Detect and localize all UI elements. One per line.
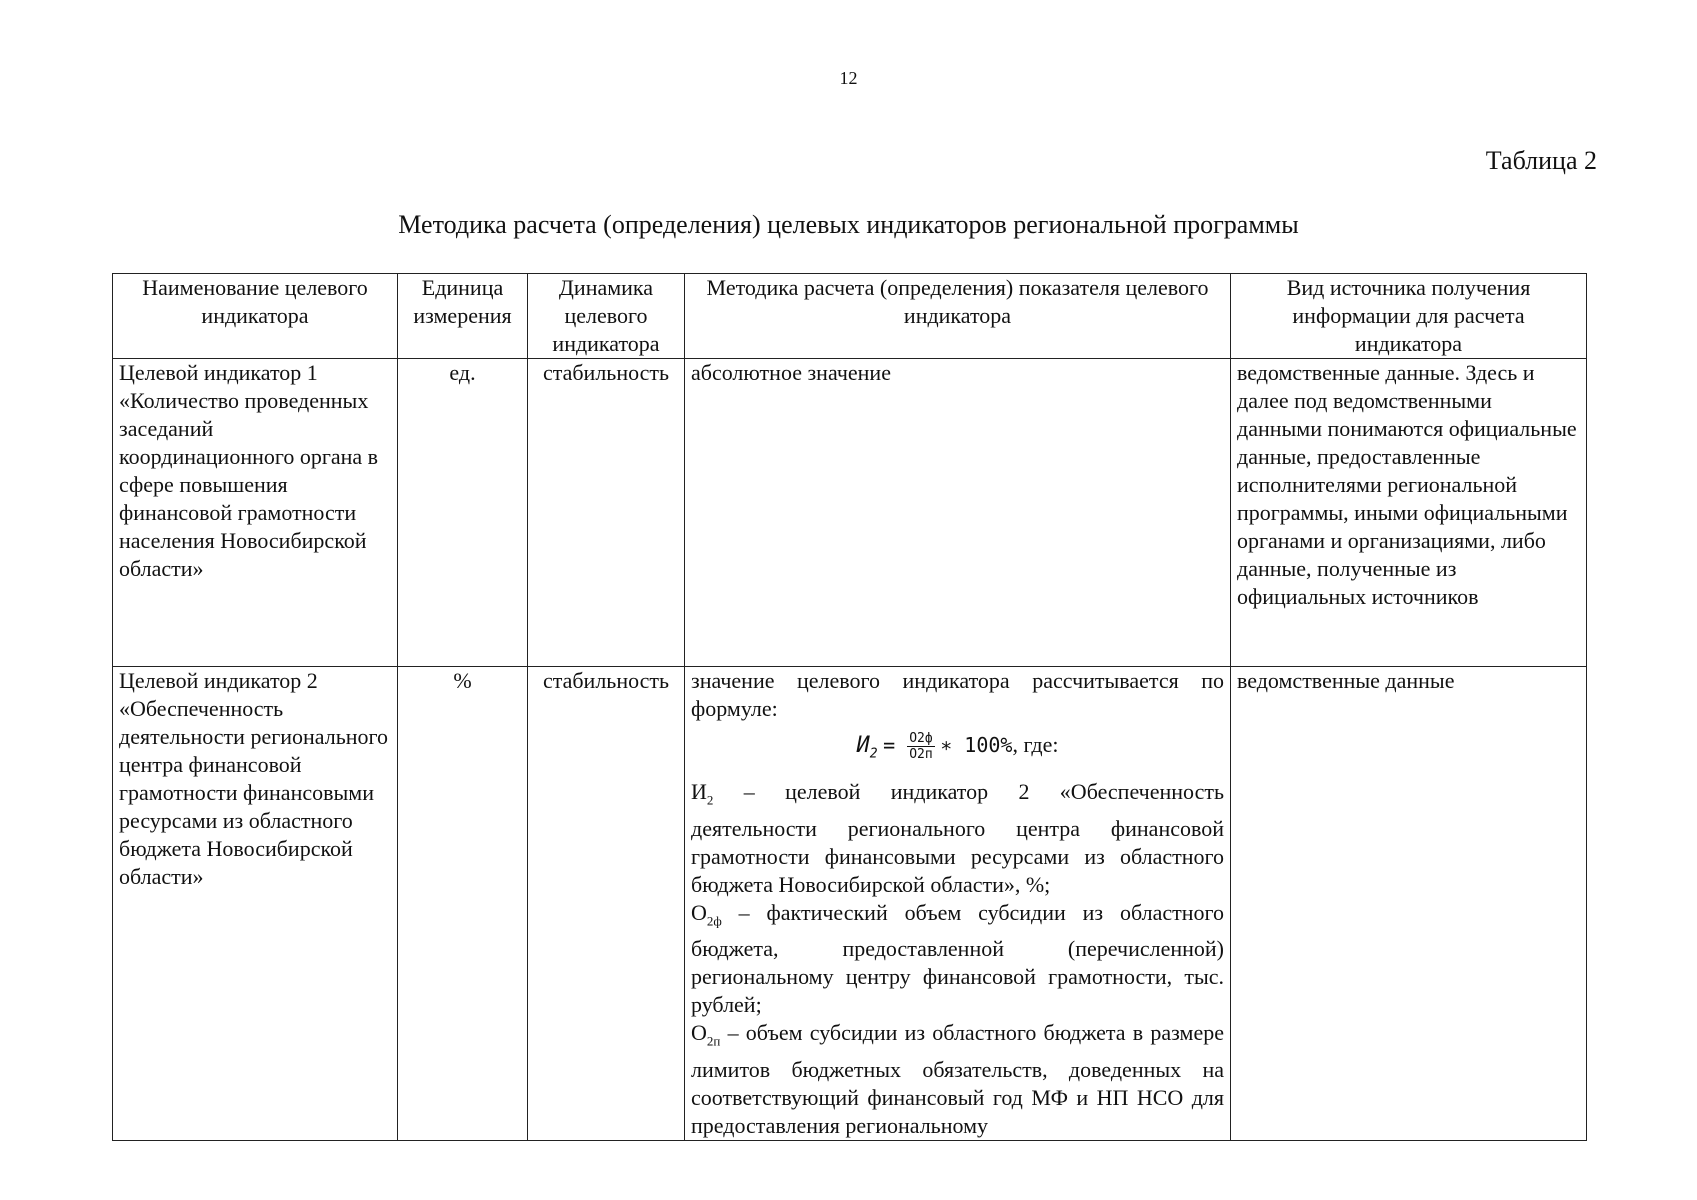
page-number: 12 [839, 68, 858, 88]
indicator-name-cell: Целевой индикатор 1 «Количество проведенных заседаний координационного органа в сфере повышения финансовой грамотности населения Новосибирской области» [113, 359, 398, 667]
formula-numerator: О2ф [909, 731, 933, 747]
table-row [113, 667, 1587, 1141]
definition-item: $И_2$ – целевой индикатор 2 «Обеспеченность деятельности регионального центра финансовой грамотности финансовыми ресурсами из областного бюджета Новосибирской области», %; [691, 779, 1224, 897]
document-title: Методика расчета (определения) целевых индикаторов региональной программы [398, 210, 1299, 239]
header-indicator-name: Наименование целевого индикатора [113, 274, 398, 359]
source-cell: ведомственные данные. Здесь и далее под ведомственными данными понимаются официальные данные, предоставленные исполнителями региональной программы, иными официальными органами и организациями, либо данные, полученные из официальных источников [1231, 359, 1587, 667]
definition-item: $О_{2ф}$ – фактический объем субсидии из областного бюджета, предоставленной (перечисленной) региональному центру финансовой грамотности, тыс. рублей; [691, 899, 1224, 1018]
indicators-table [112, 273, 1587, 1141]
table-row [113, 359, 1587, 667]
unit-cell: % [398, 667, 528, 1141]
dynamics-cell: стабильность [528, 667, 685, 1141]
dynamics-cell: стабильность [528, 359, 685, 667]
header-method: Методика расчета (определения) показателя целевого индикатора [685, 274, 1231, 359]
unit-cell: ед. [398, 359, 528, 667]
header-unit: Единица измерения [398, 274, 528, 359]
definition-item: $О_{2п}$ – объем субсидии из областного бюджета в размере лимитов бюджетных обязательств, доведенных на соответствующий финансовый год МФ и НП НСО для предоставления региональному [691, 1020, 1224, 1138]
formula-lhs: $И_2$ [856, 733, 878, 762]
table-header-row [113, 274, 1587, 359]
indicator-name-cell: Целевой индикатор 2 «Обеспеченность деятельности регионального центра финансовой грамотности финансовыми ресурсами из областного бюджета Новосибирской области» [113, 667, 398, 1141]
formula-rhs: ∗ 100% [940, 733, 1013, 757]
formula-denominator: О2п [909, 747, 933, 763]
header-source: Вид источника получения информации для расчета индикатора [1231, 274, 1587, 359]
source-cell: ведомственные данные [1231, 667, 1587, 1141]
table-label: Таблица 2 [1485, 146, 1597, 175]
formula-fraction [907, 731, 934, 762]
method-intro: значение целевого индикатора рассчитывается по формуле: [691, 668, 1224, 721]
header-dynamics: Динамика целевого индикатора [528, 274, 685, 359]
formula: $И_2$ = $\frac{О2ф}{О2п}$ ∗ 100%, где: [856, 731, 1059, 763]
method-cell [685, 667, 1231, 1141]
method-cell: абсолютное значение [685, 359, 1231, 667]
formula-suffix: , где: [1012, 732, 1059, 757]
